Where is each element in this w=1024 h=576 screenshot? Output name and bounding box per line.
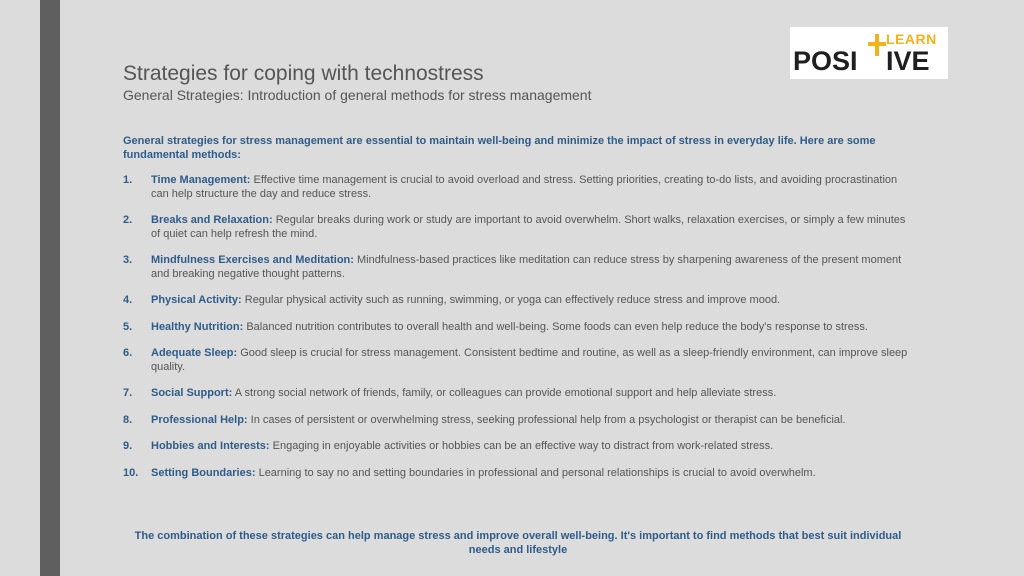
list-item [123,214,913,241]
list-item [123,440,913,454]
logo-text-ive: IVE [886,46,930,76]
list-item [123,321,913,335]
item-term: Healthy Nutrition: [151,320,244,333]
item-text: Regular breaks during work or study are important to avoid overwhelm. Short walks, relaxation exercises, or simply a few minutes of quiet can help refresh the mind. [151,214,906,240]
item-text: Regular physical activity such as running, swimming, or yoga can effectively reduce stress and improve mood. [241,294,781,306]
item-number: 6. [123,347,133,359]
page-subtitle: General Strategies: Introduction of general methods for stress management [123,87,592,103]
item-term: Time Management: [151,174,251,186]
item-number: 2. [123,214,133,226]
item-number: 4. [123,294,133,306]
item-text: A strong social network of friends, family, or colleagues can provide emotional support and help alleviate stress. [232,387,777,399]
item-text: Effective time management is crucial to avoid overload and stress. Setting priorities, creating to-do lists, and avoiding procrastination can help structure the day and reduce stress. [151,174,898,200]
item-text: Engaging in enjoyable activities or hobbies can be an effective way to distract from work-related stress. [269,440,774,452]
plus-icon [868,34,886,56]
item-number: 5. [123,320,133,333]
list-item [123,294,913,308]
list-item [123,254,913,281]
item-number: 9. [123,440,133,452]
item-term: Professional Help: [151,413,248,426]
item-term: Physical Activity: [151,294,242,306]
item-term: Hobbies and Interests: [151,440,270,452]
list-item [123,467,913,481]
item-number: 3. [123,254,133,266]
list-item [123,174,913,201]
item-text: Good sleep is crucial for stress management. Consistent bedtime and routine, as well as a sleep-friendly environment, can improve sleep quality. [151,347,908,373]
item-number: 10. [123,466,139,479]
strategy-list [123,174,913,480]
item-text: Mindfulness-based practices like meditation can reduce stress by sharpening awareness of the present moment and breaking negative thought patterns. [151,254,902,280]
item-number: 1. [123,174,133,186]
item-term: Setting Boundaries: [151,466,256,479]
logo-text-posi: POSI [793,46,858,76]
item-number: 7. [123,387,133,399]
closing-paragraph: The combination of these strategies can help manage stress and improve overall well-being. It's important to find methods that best suit individual needs and lifestyle [134,530,902,556]
item-term: Social Support: [151,387,233,399]
item-term: Mindfulness Exercises and Meditation: [151,254,354,266]
item-text: Balanced nutrition contributes to overall health and well-being. Some foods can even help reduce the body's response to stress. [243,320,868,333]
item-term: Breaks and Relaxation: [151,214,273,226]
item-term: Adequate Sleep: [151,347,238,359]
logo-text-learn: LEARN [886,31,937,47]
list-item [123,387,913,401]
page-title: Strategies for coping with technostress [123,62,484,85]
logo [790,27,948,79]
item-text: Learning to say no and setting boundaries in professional and personal relationships is crucial to avoid overwhelm. [255,466,816,479]
list-item [123,414,913,428]
item-number: 8. [123,413,133,426]
list-item [123,347,913,374]
intro-paragraph: General strategies for stress management are essential to maintain well-being and minimize the impact of stress in everyday life. Here are some fundamental methods: [123,135,876,161]
side-accent-bar [40,0,60,576]
item-text: In cases of persistent or overwhelming stress, seeking professional help from a psychologist or therapist can be beneficial. [247,413,846,426]
